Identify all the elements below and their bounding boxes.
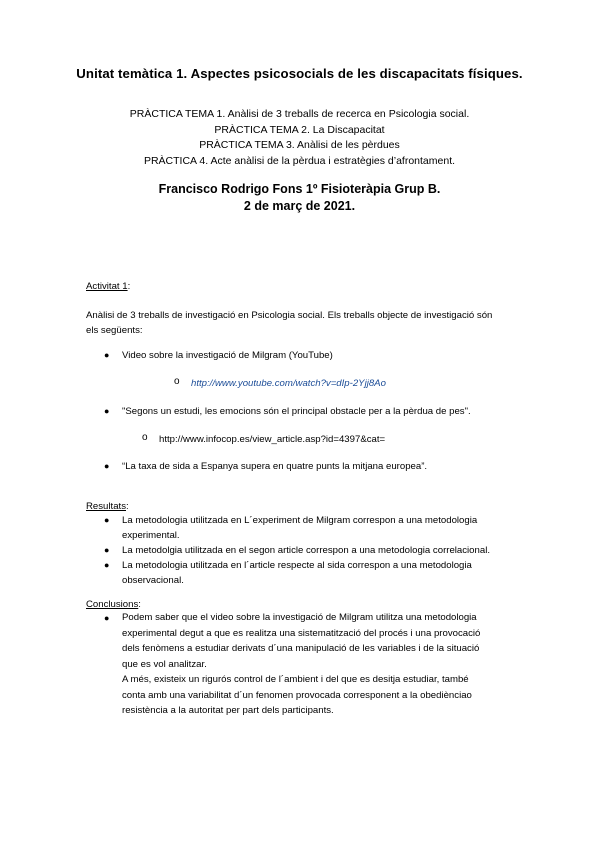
results-heading-text: Resultats — [86, 501, 126, 512]
conclusions-heading-colon: : — [138, 599, 141, 610]
bullet-icon: ● — [104, 461, 110, 471]
conclusions-paragraph — [122, 610, 480, 719]
conclusions-heading-text: Conclusions — [86, 599, 139, 610]
activity-intro-line: Anàlisi de 3 treballs de investigació en Psicologia social. Els treballs objecte de investigació són — [86, 310, 493, 321]
results-item — [122, 543, 490, 558]
bullet-icon: ● — [104, 350, 110, 360]
activity-heading-text: Activitat 1 — [86, 281, 128, 292]
document-title: Unitat temàtica 1. Aspectes psicosocials de les discapacitats físiques. — [76, 66, 523, 81]
activity-item: “La taxa de sida a Espanya supera en quatre punts la mitjana europea”. — [122, 461, 428, 472]
results-item-line: La metodolgia utilitzada en el segon article correspon a una metodologia correlacional. — [122, 545, 490, 556]
results-heading — [86, 499, 129, 514]
results-item-line: observacional. — [122, 575, 184, 586]
youtube-link[interactable]: http://www.youtube.com/watch?v=dIp-2Yjj8Ao — [191, 378, 386, 389]
results-item-line: La metodologia utilitzada en L´experiment de Milgram correspon a una metodologia — [122, 515, 478, 526]
results-item — [122, 558, 472, 588]
conclusions-line: conta amb una variabilitat d´un fenomen provocada corresponent a la obediènciao — [122, 689, 472, 701]
bullet-icon: ● — [104, 545, 110, 555]
infocop-link[interactable]: http://www.infocop.es/view_article.asp?id=4397&cat= — [159, 434, 386, 445]
activity-intro-line: els següents: — [86, 325, 143, 336]
results-heading-colon: : — [126, 501, 129, 512]
practice-line: PRÀCTICA TEMA 2. La Discapacitat — [214, 123, 385, 136]
results-item — [122, 513, 477, 543]
circle-bullet-icon: o — [142, 432, 148, 443]
practice-line: PRÀCTICA TEMA 1. Anàlisi de 3 treballs de recerca en Psicologia social. — [129, 108, 470, 120]
author-name: Francisco Rodrigo Fons 1º Fisioteràpia Grup B. — [158, 182, 441, 196]
bullet-icon: ● — [104, 613, 110, 623]
activity-heading — [86, 279, 130, 294]
practice-line: PRÀCTICA 4. Acte anàlisi de la pèrdua i estratègies d’afrontament. — [143, 154, 456, 167]
conclusions-line: que es vol analitzar. — [122, 658, 207, 670]
results-item-line: La metodologia utilitzada en l´article respecte al sida correspon a una metodologia — [122, 560, 472, 571]
conclusions-line: A més, existeix un rigurós control de l´ambient i del que es desitja estudiar, també — [122, 674, 469, 685]
practice-list — [0, 107, 599, 169]
activity-item: "Segons un estudi, les emocions són el principal obstacle per a la pèrdua de pes". — [122, 406, 471, 417]
author-block — [0, 181, 599, 215]
bullet-icon: ● — [104, 406, 110, 416]
conclusions-line: resistència a la autoritat per part dels participants. — [122, 705, 334, 716]
conclusions-line: Podem saber que el video sobre la investigació de Milgram utilitza una metodologia — [122, 612, 477, 623]
activity-item: Video sobre la investigació de Milgram (YouTube) — [122, 350, 333, 361]
conclusions-line: experimental degut a que es realitza una sistematització del procés i una provocació — [122, 627, 481, 639]
activity-heading-colon: : — [127, 281, 131, 292]
circle-bullet-icon: o — [174, 376, 180, 387]
bullet-icon: ● — [104, 560, 110, 570]
document-date: 2 de març de 2021. — [243, 199, 356, 213]
activity-intro — [86, 308, 526, 338]
conclusions-line: dels fenòmens a estudiar derivats d´una manipulació de les variables i de la situació — [122, 643, 480, 654]
results-item-line: experimental. — [122, 530, 180, 541]
bullet-icon: ● — [104, 515, 110, 525]
practice-line: PRÀCTICA TEMA 3. Anàlisi de les pèrdues — [199, 139, 400, 151]
